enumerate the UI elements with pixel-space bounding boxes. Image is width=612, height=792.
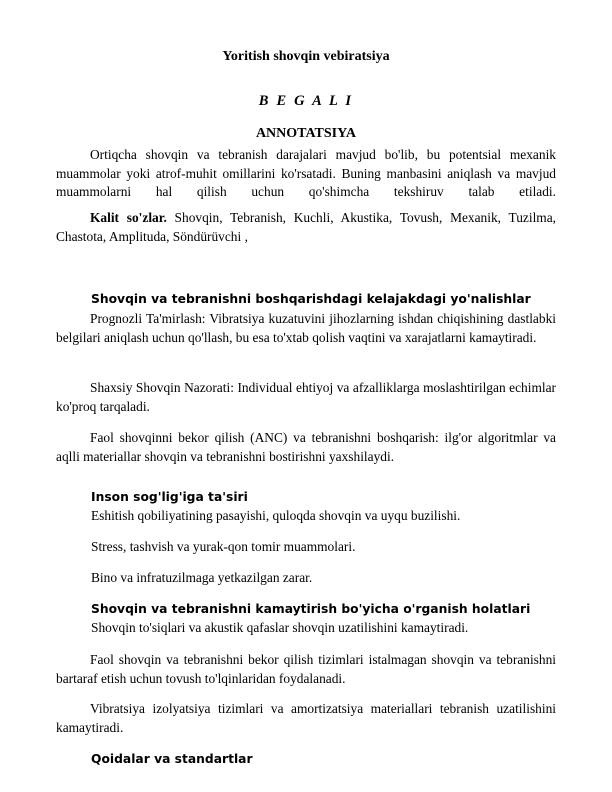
annotation-text: Ortiqcha shovqin va tebranish darajalari mavjud bo'lib, bu potentsial mexanik muammolar yoki atrof-muhit omillarini ko'rsatadi. Buning manbasini aniqlash va mavjud muammolarni hal qilish uchun qo'shimcha tekshiruv talab etiladi. xyxy=(56,147,556,200)
author-name: B E G A L I xyxy=(258,93,354,109)
keywords-list: Shovqin, Tebranish, Kuchli, Akustika, Tovush, Mexanik, Tuzilma, Chastota, Amplituda, Söndürüvchi , xyxy=(56,210,557,244)
section-heading-future: Shovqin va tebranishni boshqarishdagi kelajakdagi yo'nalishlar xyxy=(91,292,531,306)
health-line-2: Stress, tashvish va yurak-qon tomir muammolari. xyxy=(91,539,356,554)
document-title: Yoritish shovqin vebiratsiya xyxy=(222,49,390,64)
paragraph-active-cancellation-systems: Faol shovqin va tebranishni bekor qilish tizimlari istalmagan shovqin va tebranishni bartaraf etish uchun tovush to'lqinlaridan foydalanadi. xyxy=(56,652,556,686)
paragraph-personal-noise-control: Shaxsiy Shovqin Nazorati: Individual ehtiyoj va afzalliklarga moslashtirilgan echimlar ko'proq tarqaladi. xyxy=(56,380,556,414)
case-study-line-1: Shovqin to'siqlari va akustik qafaslar shovqin uzatilishini kamaytiradi. xyxy=(91,620,469,635)
keywords-paragraph xyxy=(56,209,556,246)
health-line-1: Eshitish qobiliyatining pasayishi, quloqda shovqin va uyqu buzilishi. xyxy=(91,508,461,523)
paragraph-vibration-isolation: Vibratsiya izolyatsiya tizimlari va amortizatsiya materiallari tebranish uzatilishini kamaytiradi. xyxy=(56,701,556,735)
section-heading-regulations: Qoidalar va standartlar xyxy=(91,752,253,766)
health-line-3: Bino va infratuzilmaga yetkazilgan zarar. xyxy=(91,570,313,585)
section-heading-health: Inson sog'lig'iga ta'siri xyxy=(91,490,248,504)
paragraph-active-noise-cancellation: Faol shovqinni bekor qilish (ANC) va tebranishni boshqarish: ilg'or algoritmlar va aqlli materiallar shovqin va tebranishni bostirishni yaxshilaydi. xyxy=(56,430,556,464)
section-heading-case-studies: Shovqin va tebranishni kamaytirish bo'yicha o'rganish holatlari xyxy=(91,602,531,616)
paragraph-predictive-maintenance: Prognozli Ta'mirlash: Vibratsiya kuzatuvini jihozlarning ishdan chiqishining dastlabki belgilari aniqlash uchun qo'llash, bu esa to'xtab qolish vaqtini va xarajatlarni kamaytiradi. xyxy=(56,311,556,345)
keywords-label: Kalit so'zlar. xyxy=(90,210,167,225)
annotation-heading: ANNOTATSIYA xyxy=(255,126,357,141)
